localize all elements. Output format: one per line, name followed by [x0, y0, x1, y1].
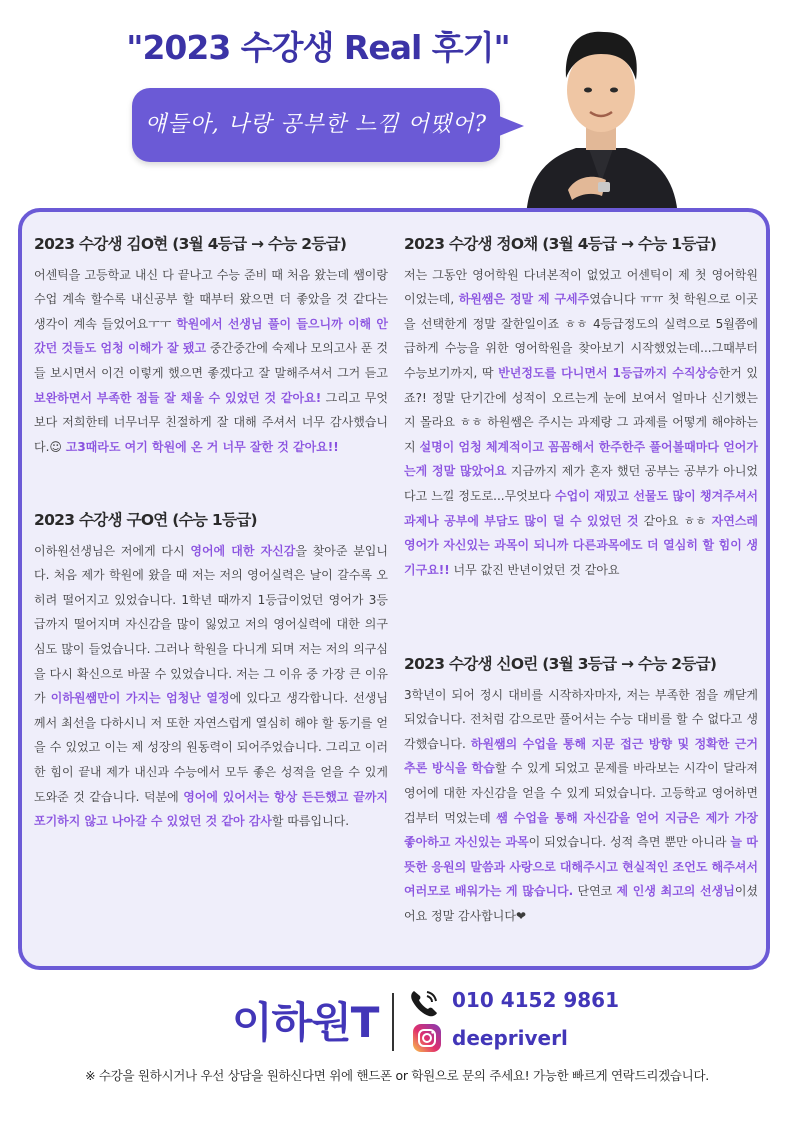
review-body: 이하원선생님은 저에게 다시 영어에 대한 자신감을 찾아준 분입니다. 처음 제가 학원에 왔을 때 저는 저의 영어실력은 날이 갈수록 오히려 떨어지고 있었습니다. 1학년 때까지 1등급이었던 영어가 3등급까지 떨어지며 자신감을 많이 잃었고 저의 영어실력에 대한 의구심도 많이 들었습니다. 그러나 학원을 다니게 되며 저는 저의 의구심을 다시 확신으로 바꿀 수 있었습니다. 저는 그 이유 중 가장 큰 이유가 이하원쌤만이 가지는 엄청난 열정에 있다고 생각합니다. 선생님께서 최선을 다하시니 저 또한 자연스럽게 열심히 해야 할 동기를 얻을 수 있었고 이는 제 성장의 원동력이 되어주었습니다. 그리고 이러한 힘이 끝내 제가 내신과 수능에서 모두 좋은 성적을 얻을 수 있게 도와준 것 같습니다. 덕분에 영어에 있어서는 항상 든든했고 끝까지 포기하지 않고 나아갈 수 있었던 것 같아 감사할 따름입니다.: [34, 543, 388, 829]
review-heading: 2023 수강생 김O현 (3월 4등급 → 수능 2등급): [34, 235, 347, 253]
review-heading: 2023 수강생 신O린 (3월 3등급 → 수능 2등급): [404, 655, 717, 673]
review-card-3: [404, 232, 758, 582]
review-card-4: [404, 652, 758, 929]
speech-bubble: [132, 88, 500, 162]
teacher-photo: [506, 8, 696, 218]
review-card-1: [34, 232, 388, 459]
phone-number: 010 4152 9861: [452, 988, 620, 1012]
review-body: 3학년이 되어 정시 대비를 시작하자마자, 저는 부족한 점을 깨닫게 되었습니다. 전처럼 감으로만 풀어서는 수능 대비를 할 수 없다고 생각했습니다. 하원쌤의 수업을 통해 지문 접근 방향 및 정확한 근거 추론 방식을 학습할 수 있게 되었고 문제를 바라보는 시각이 달라져 영어에 대한 자신감을 얻을 수 있게 되었습니다. 고등학교 영어하면 겁부터 먹었는데 쌤 수업을 통해 자신감을 얻어 지금은 제가 가장 좋아하고 자신있는 과목이 되었습니다. 성적 측면 뿐만 아니라 늘 따뜻한 응원의 말씀과 사랑으로 대해주시고 현실적인 조언도 해주셔서 여러모로 배워가는 게 많습니다. 단연코 제 인생 최고의 선생님이셨어요 정말 감사합니다❤: [404, 687, 759, 923]
page-title: "2023 수강생 Real 후기": [126, 28, 510, 67]
review-body: 어센틱을 고등학교 내신 다 끝나고 수능 준비 때 처음 왔는데 쌤이랑 수업 계속 할수록 내신공부 할 때부터 왔으면 더 좋았을 것 같다는 생각이 계속 들었어요ㅜㅜ 학원에서 선생님 풀이 들으니까 이해 안 갔던 것들도 엄청 이해가 잘 됐고 중간중간에 숙제나 모의고사 푼 것들 보시면서 이건 이렇게 했으면 좋겠다고 잘 말해주셔서 그거 듣고 보완하면서 부족한 점들 잘 채울 수 있었던 것 같아요! 그리고 무엇보다 저희한테 너무너무 친절하게 잘 대해 주셔서 너무 감사했습니다.☺ 고3때라도 여기 학원에 온 거 너무 잘한 것 같아요!!: [34, 267, 388, 454]
phone-icon: [408, 988, 442, 1018]
review-body: 저는 그동안 영어학원 다녀본적이 없었고 어센틱이 제 첫 영어학원이었는데, 하원쌤은 정말 제 구세주였습니다 ㅠㅠ 첫 학원으로 이곳을 선택한게 정말 잘한일이죠 ㅎㅎ 4등급정도의 실력으로 5월쯤에 급하게 수능을 위한 영어학원을 찾아보기 시작했었는데...그때부터 수능보기까지, 딱 반년정도를 다니면서 1등급까지 수직상승한거 있죠?! 정말 단기간에 성적이 오르는게 눈에 보여서 얼마나 신기했는지 몰라요 ㅎㅎ 하원쌤은 주시는 과제랑 그 과제를 어떻게 해야하는지 설명이 엄청 체계적이고 꼼꼼해서 한주한주 풀어볼때마다 얻어가는게 정말 많았어요 지금까지 제가 혼자 했던 공부는 공부가 아니었다고 느낄 정도로...무엇보다 수업이 재밌고 선물도 많이 챙겨주셔서 과제나 공부에 부담도 많이 덜 수 있었던 것 같아요 ㅎㅎ 자연스레 영어가 자신있는 과목이 되니까 다른과목에도 더 열심히 할 힘이 생기구요!! 너무 값진 반년이었던 것 같아요: [404, 267, 759, 577]
contact-notice: ※ 수강을 원하시거나 우선 상담을 원하신다면 위에 핸드폰 or 학원으로 문의 주세요! 가능한 빠르게 연락드리겠습니다.: [85, 1068, 709, 1083]
instagram-handle: deepriverl: [452, 1026, 568, 1050]
speech-bubble-text: 얘들아, 나랑 공부한 느낌 어땠어?: [144, 112, 488, 137]
review-heading: 2023 수강생 구O연 (수능 1등급): [34, 511, 257, 529]
teacher-name: 이하원T: [232, 998, 379, 1047]
review-heading: 2023 수강생 정O채 (3월 4등급 → 수능 1등급): [404, 235, 717, 253]
footer-divider: [392, 993, 394, 1051]
review-card-2: [34, 508, 388, 834]
instagram-icon: [412, 1023, 442, 1053]
